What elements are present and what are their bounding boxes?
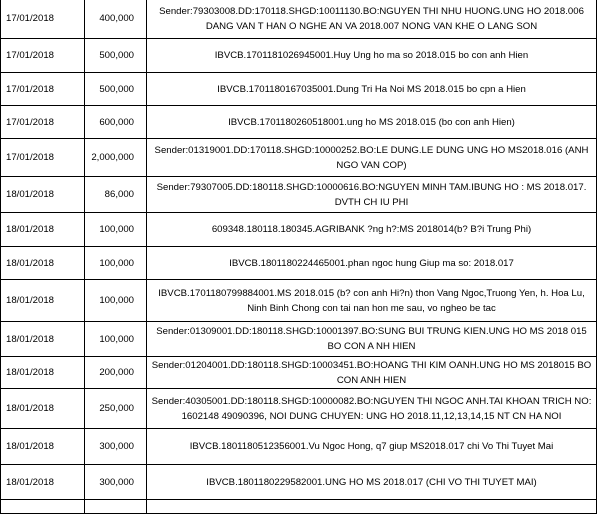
date-cell: 18/01/2018 bbox=[1, 465, 85, 500]
amount-cell: 600,000 bbox=[85, 106, 147, 139]
amount-cell: 200,000 bbox=[85, 357, 147, 389]
description-cell: IBVCB.1801180224465001.phan ngoc hung Giup ma so: 2018.017 bbox=[147, 247, 597, 280]
table-row bbox=[1, 357, 597, 389]
date-cell: 17/01/2018 bbox=[1, 139, 85, 177]
amount-cell: 250,000 bbox=[85, 389, 147, 429]
date-cell: 18/01/2018 bbox=[1, 213, 85, 247]
amount-cell: 100,000 bbox=[85, 322, 147, 357]
date-cell bbox=[1, 500, 85, 514]
date-cell: 17/01/2018 bbox=[1, 106, 85, 139]
amount-cell bbox=[85, 500, 147, 514]
table-row bbox=[1, 39, 597, 73]
date-cell: 18/01/2018 bbox=[1, 322, 85, 357]
amount-cell: 300,000 bbox=[85, 465, 147, 500]
table-row bbox=[1, 73, 597, 106]
amount-cell: 400,000 bbox=[85, 0, 147, 39]
description-cell bbox=[147, 500, 597, 514]
amount-cell: 2,000,000 bbox=[85, 139, 147, 177]
table-row bbox=[1, 177, 597, 213]
table-row bbox=[1, 0, 597, 39]
amount-cell: 100,000 bbox=[85, 213, 147, 247]
date-cell: 17/01/2018 bbox=[1, 73, 85, 106]
amount-cell: 100,000 bbox=[85, 280, 147, 322]
description-cell: Sender:01309001.DD:180118.SHGD:10001397.BO:SUNG BUI TRUNG KIEN.UNG HO MS 2018 015 BO CON A NH HIEN bbox=[147, 322, 597, 357]
table-body bbox=[1, 0, 597, 514]
description-cell: Sender:01204001.DD:180118.SHGD:10003451.BO:HOANG THI KIM OANH.UNG HO MS 2018015 BO CON ANH HIEN bbox=[147, 357, 597, 389]
description-cell: Sender:79303008.DD:170118.SHGD:10011130.BO:NGUYEN THI NHU HUONG.UNG HO 2018.006 DANG VAN T HAN O NGHE AN VA 2018.007 NONG VAN KHE O LANG SON bbox=[147, 0, 597, 39]
date-cell: 18/01/2018 bbox=[1, 280, 85, 322]
table-row bbox=[1, 280, 597, 322]
table-row bbox=[1, 500, 597, 514]
amount-cell: 300,000 bbox=[85, 429, 147, 465]
description-cell: IBVCB.1801180229582001.UNG HO MS 2018.017 (CHI VO THI TUYET MAI) bbox=[147, 465, 597, 500]
table-row bbox=[1, 465, 597, 500]
description-cell: Sender:40305001.DD:180118.SHGD:10000082.BO:NGUYEN THI NGOC ANH.TAI KHOAN TRICH NO: 1602148 49090396, NOI DUNG CHUYEN: UNG HO 2018.11,12,13,14,15 NT CN HA NOI bbox=[147, 389, 597, 429]
table-row bbox=[1, 322, 597, 357]
description-cell: IBVCB.1801180512356001.Vu Ngoc Hong, q7 giup MS2018.017 chi Vo Thi Tuyet Mai bbox=[147, 429, 597, 465]
description-cell: Sender:01319001.DD:170118.SHGD:10000252.BO:LE DUNG.LE DUNG UNG HO MS2018.016 (ANH NGO VAN COP) bbox=[147, 139, 597, 177]
description-cell: IBVCB.1701180167035001.Dung Tri Ha Noi MS 2018.015 bo cpn a Hien bbox=[147, 73, 597, 106]
amount-cell: 500,000 bbox=[85, 39, 147, 73]
table-row bbox=[1, 389, 597, 429]
amount-cell: 500,000 bbox=[85, 73, 147, 106]
date-cell: 18/01/2018 bbox=[1, 177, 85, 213]
description-cell: Sender:79307005.DD:180118.SHGD:10000616.BO:NGUYEN MINH TAM.IBUNG HO : MS 2018.017. DVTH CH IU PHI bbox=[147, 177, 597, 213]
description-cell: 609348.180118.180345.AGRIBANK ?ng h?:MS 2018014(b? B?i Trung Phi) bbox=[147, 213, 597, 247]
date-cell: 18/01/2018 bbox=[1, 389, 85, 429]
description-cell: IBVCB.1701180799884001.MS 2018.015 (b? con anh Hi?n) thon Vang Ngoc,Truong Yen, h. Hoa Lu, Ninh Binh Chong con tai nan hon me sau, vo ngheo be tac bbox=[147, 280, 597, 322]
table-row bbox=[1, 139, 597, 177]
table-row bbox=[1, 429, 597, 465]
amount-cell: 86,000 bbox=[85, 177, 147, 213]
date-cell: 18/01/2018 bbox=[1, 247, 85, 280]
description-cell: IBVCB.1701180260518001.ung ho MS 2018.015 (bo con anh Hien) bbox=[147, 106, 597, 139]
table-row bbox=[1, 213, 597, 247]
description-cell: IBVCB.1701181026945001.Huy Ung ho ma so 2018.015 bo con anh Hien bbox=[147, 39, 597, 73]
date-cell: 18/01/2018 bbox=[1, 357, 85, 389]
date-cell: 17/01/2018 bbox=[1, 0, 85, 39]
table-row bbox=[1, 106, 597, 139]
date-cell: 18/01/2018 bbox=[1, 429, 85, 465]
table-row bbox=[1, 247, 597, 280]
amount-cell: 100,000 bbox=[85, 247, 147, 280]
date-cell: 17/01/2018 bbox=[1, 39, 85, 73]
